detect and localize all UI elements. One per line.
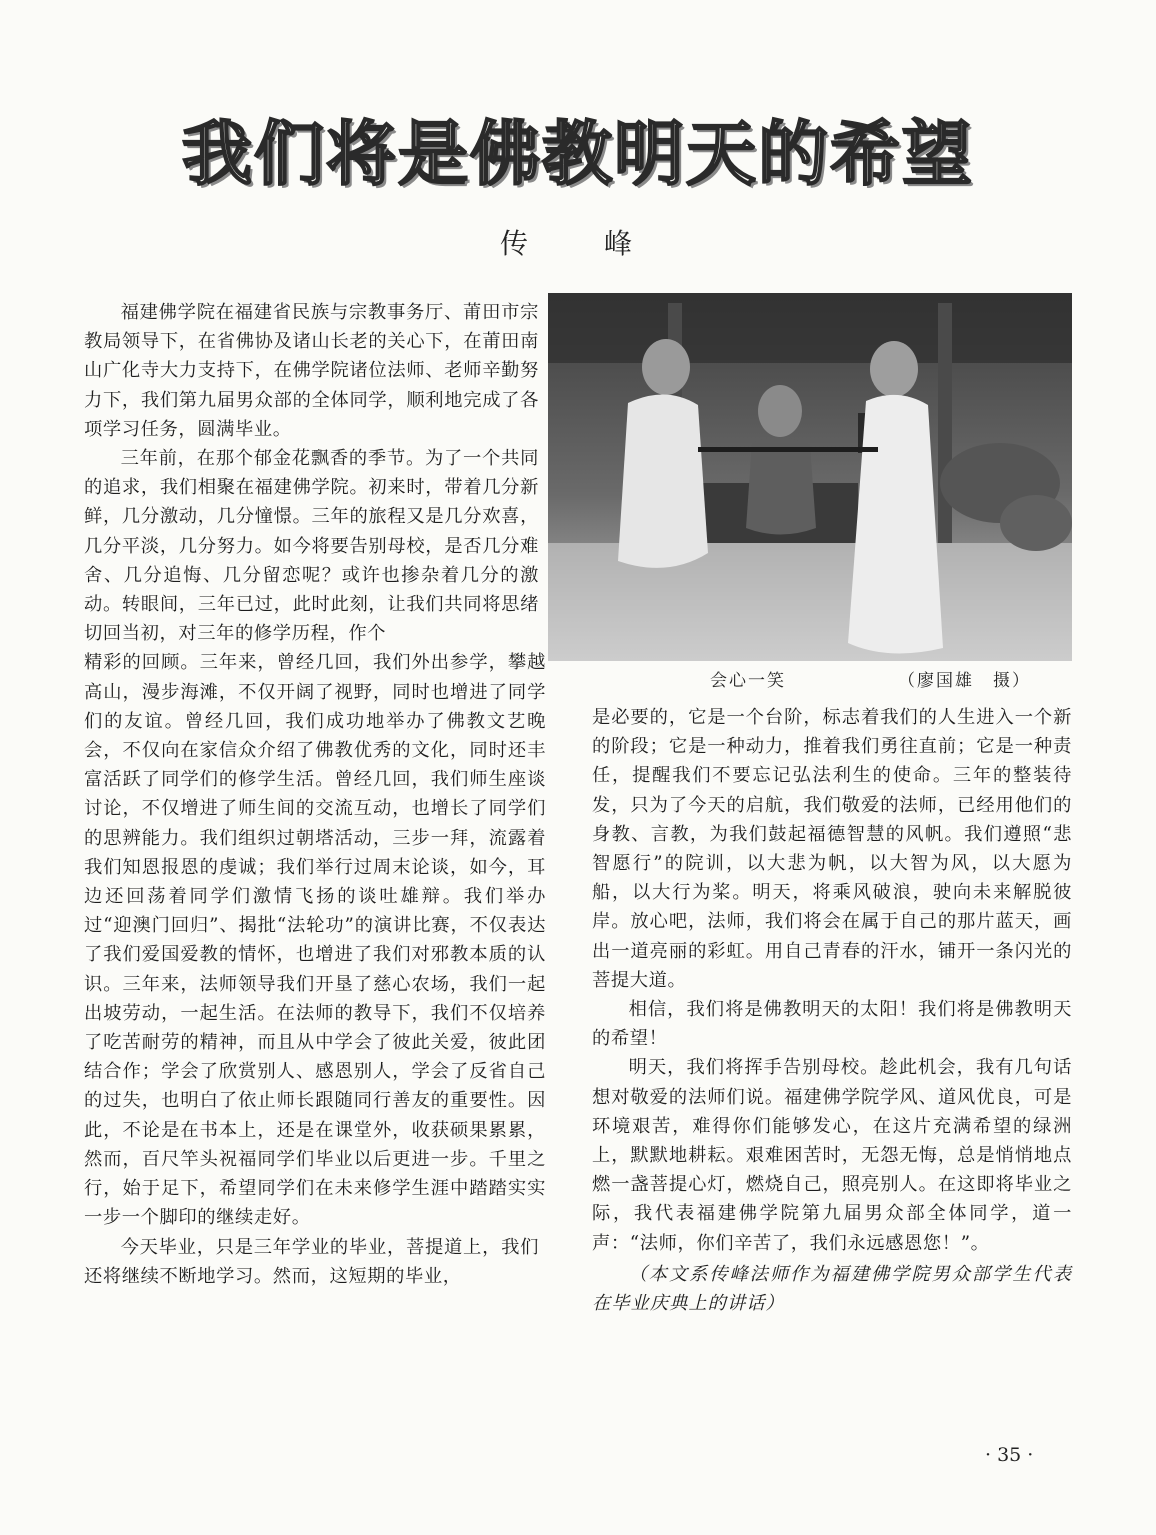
left-column — [84, 298, 546, 1291]
article-title: 我们将是佛教明天的希望 — [182, 113, 974, 195]
paragraph-graduation-start: 今天毕业，只是三年学业的毕业，菩提道上，我们还将继续不断地学习。然而，这短期的毕业， — [84, 1236, 539, 1287]
paragraph-graduation-continued: 是必要的，它是一个台阶，标志着我们的人生进入一个新的阶段；它是一种动力，推着我们勇往直前；它是一种责任，提醒我们不要忘记弘法利生的使命。三年的整装待发，只为了今天的启航，我们敬爱的法师，已经用他们的身教、言教，为我们鼓起福德智慧的风帆。我们遵照“悲智愿行”的院训，以大悲为帆，以大智为风，以大愿为船，以大行为桨。明天，将乘风破浪，驶向未来解脱彼岸。放心吧，法师，我们将会在属于自己的那片蓝天，画出一道亮丽的彩虹。用自己青春的汗水，铺开一条闪光的菩提大道。 — [592, 707, 1072, 991]
paragraph-intro: 福建佛学院在福建省民族与宗教事务厅、莆田市宗教局领导下，在省佛协及诸山长老的关心下，在莆田南山广化寺大力支持下，在佛学院诸位法师、老师辛勤努力下，我们第九届男众部的全体同学，顺利地完成了各项学习任务，圆满毕业。 — [84, 302, 539, 440]
author-name: 传 峰 — [499, 227, 656, 260]
paragraph-believe: 相信，我们将是佛教明天的太阳！我们将是佛教明天的希望！ — [592, 999, 1072, 1050]
graduation-photo — [548, 293, 1072, 661]
paragraph-three-years-ago: 三年前，在那个郁金花飘香的季节。为了一个共同的追求，我们相聚在福建佛学院。初来时，带着几分新鲜，几分激动，几分憧憬。三年的旅程又是几分欢喜，几分平淡，几分努力。如今将要告别母校，是否几分难舍、几分追悔、几分留恋呢？或许也掺杂着几分的激动。转眼间，三年已过，此时此刻，让我们共同将思绪切回当初，对三年的修学历程，作个 — [84, 448, 539, 645]
photo-credit: （廖国雄 摄） — [898, 671, 1031, 691]
paragraph-thanks: 明天，我们将挥手告别母校。趁此机会，我有几句话想对敬爱的法师们说。福建佛学院学风、道风优良，可是环境艰苦，难得你们能够发心，在这片充满希望的绿洲上，默默地耕耘。艰难困苦时，无怨无悔，总是悄悄地点燃一盏菩提心灯，燃烧自己，照亮别人。在这即将毕业之际，我代表福建佛学院第九届男众部全体同学，道一声：“法师，你们辛苦了，我们永远感恩您！”。 — [592, 1057, 1072, 1254]
author-note: （本文系传峰法师作为福建佛学院男众部学生代表在毕业庆典上的讲话） — [592, 1263, 1072, 1315]
paragraph-review: 精彩的回顾。三年来，曾经几回，我们外出参学，攀越高山，漫步海滩，不仅开阔了视野，同时也增进了同学们的友谊。曾经几回，我们成功地举办了佛教文艺晚会，不仅向在家信众介绍了佛教优秀的文化，同时还丰富活跃了同学们的修学生活。曾经几回，我们师生座谈讨论，不仅增进了师生间的交流互动，也增长了同学们的思辨能力。我们组织过朝塔活动，三步一拜，流露着我们知恩报恩的虔诚；我们举行过周末论谈，如今，耳边还回荡着同学们激情飞扬的谈吐雄辩。我们举办过“迎澳门回归”、揭批“法轮功”的演讲比赛，不仅表达了我们爱国爱教的情怀，也增进了我们对邪教本质的认识。三年来，法师领导我们开垦了慈心农场，我们一起出坡劳动，一起生活。在法师的教导下，我们不仅培养了吃苦耐劳的精神，而且从中学会了彼此关爱，彼此团结合作；学会了欣赏别人、感恩别人，学会了反省自己的过失，也明白了依止师长跟随同行善友的重要性。因此，不论是在书本上，还是在课堂外，收获硕果累累，然而，百尺竿头祝福同学们毕业以后更进一步。千里之行，始于足下，希望同学们在未来修学生涯中踏踏实实一步一个脚印的继续走好。 — [84, 652, 546, 1229]
page-number: · 35 · — [985, 1444, 1034, 1466]
right-column — [592, 703, 1072, 1318]
photo-caption — [710, 666, 1050, 691]
photo-illustration — [548, 293, 1072, 661]
caption-text: 会心一笑 — [710, 671, 786, 691]
